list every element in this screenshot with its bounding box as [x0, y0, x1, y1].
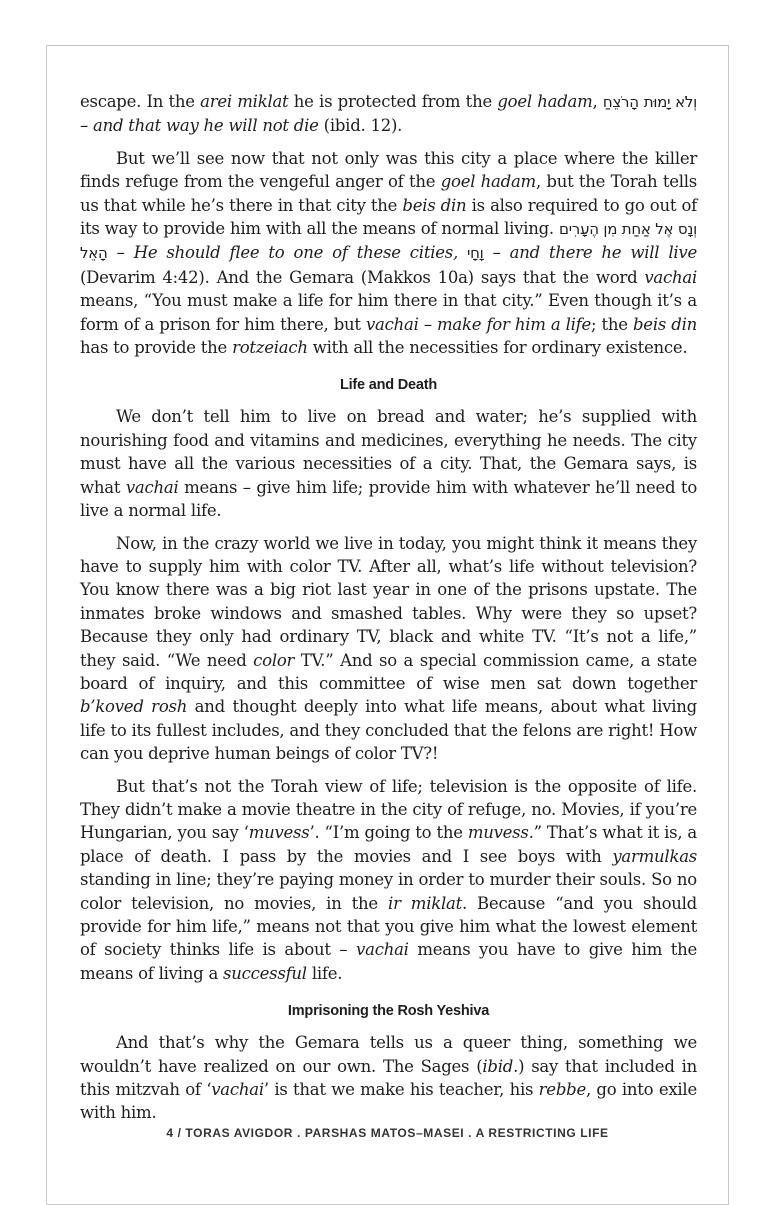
paragraph: We don’t tell him to live on bread and water; he’s supplied with nourishing food and vitamins and medicines, everything he needs. The city must have all the various necessities of a city. That, the Gemara says, is what vachai means – give him life; provide him with whatever he’ll need to live a normal life.	[80, 407, 697, 521]
paragraph: And that’s why the Gemara tells us a queer thing, something we wouldn’t have realized on our own. The Sages (ibid.) say that included in this mitzvah of ‘vachai’ is that we make his teacher, his rebbe, go into exile with him.	[80, 1033, 697, 1123]
hebrew-quote: וְנָס אֶל אַחַת מִן הֶעָרִים הָאֵל	[80, 220, 697, 263]
page-footer: 4 / TORAS AVIGDOR . PARSHAS MATOS–MASEI . A RESTRICTING LIFE	[166, 1126, 609, 1140]
hebrew-quote: וְלֹא יָמוּת הָרֹצֵחַ	[602, 93, 697, 111]
hebrew-quote: וָחָי	[467, 244, 484, 263]
paragraph: But that’s not the Torah view of life; television is the opposite of life. They didn’t make a movie theatre in the city of refuge, no. Movies, if you’re Hungarian, you say ‘muvess’. “I’m going to the muvess.” That’s what it is, a place of death. I pass by the movies and I see boys with yarmulkas standing in line; they’re paying money in order to murder their souls. So no color television, no movies, in the ir miklat. Because “and you should provide for him life,” means not that you give him what the lowest element of society thinks life is about – vachai means you have to give him the means of living a successful life.	[80, 776, 697, 983]
page-body	[80, 90, 697, 1134]
paragraph: Now, in the crazy world we live in today, you might think it means they have to supply him with color TV. After all, what’s life without television? You know there was a big riot last year in one of the prisons upstate. The inmates broke windows and smashed tables. Why were they so upset? Because they only had ordinary TV, black and white TV. “It’s not a life,” they said. “We need color TV.” And so a special commission came, a state board of inquiry, and this committee of wise men sat down together b’koved rosh and thought deeply into what life means, about what living life to its fullest includes, and they concluded that the felons are right! How can you deprive human beings of color TV?!	[80, 533, 698, 764]
section-heading: Imprisoning the Rosh Yeshiva	[287, 1003, 490, 1020]
section-heading: Life and Death	[339, 377, 438, 394]
paragraph: escape. In the arei miklat he is protected from the goel hadam, וְלֹא יָמוּת הָרֹצֵחַ – and that way he will not die (ibid. 12).	[80, 92, 697, 136]
paragraph: But we’ll see now that not only was this city a place where the killer finds refuge from the vengeful anger of the goel hadam, but the Torah tells us that while he’s there in that city the beis din is also required to go out of its way to provide him with all the means of normal living. וְנָס אֶל אַחַת מִן הֶעָרִים הָאֵל – He should flee to one of these cities, וָחָי – and there he will live (Devarim 4:42). And the Gemara (Makkos 10a) says that the word vachai means, “You must make a life for him there in that city.” Even though it’s a form of a prison for him there, but vachai – make for him a life; the beis din has to provide the rotzeiach with all the necessities for ordinary existence.	[80, 148, 697, 358]
